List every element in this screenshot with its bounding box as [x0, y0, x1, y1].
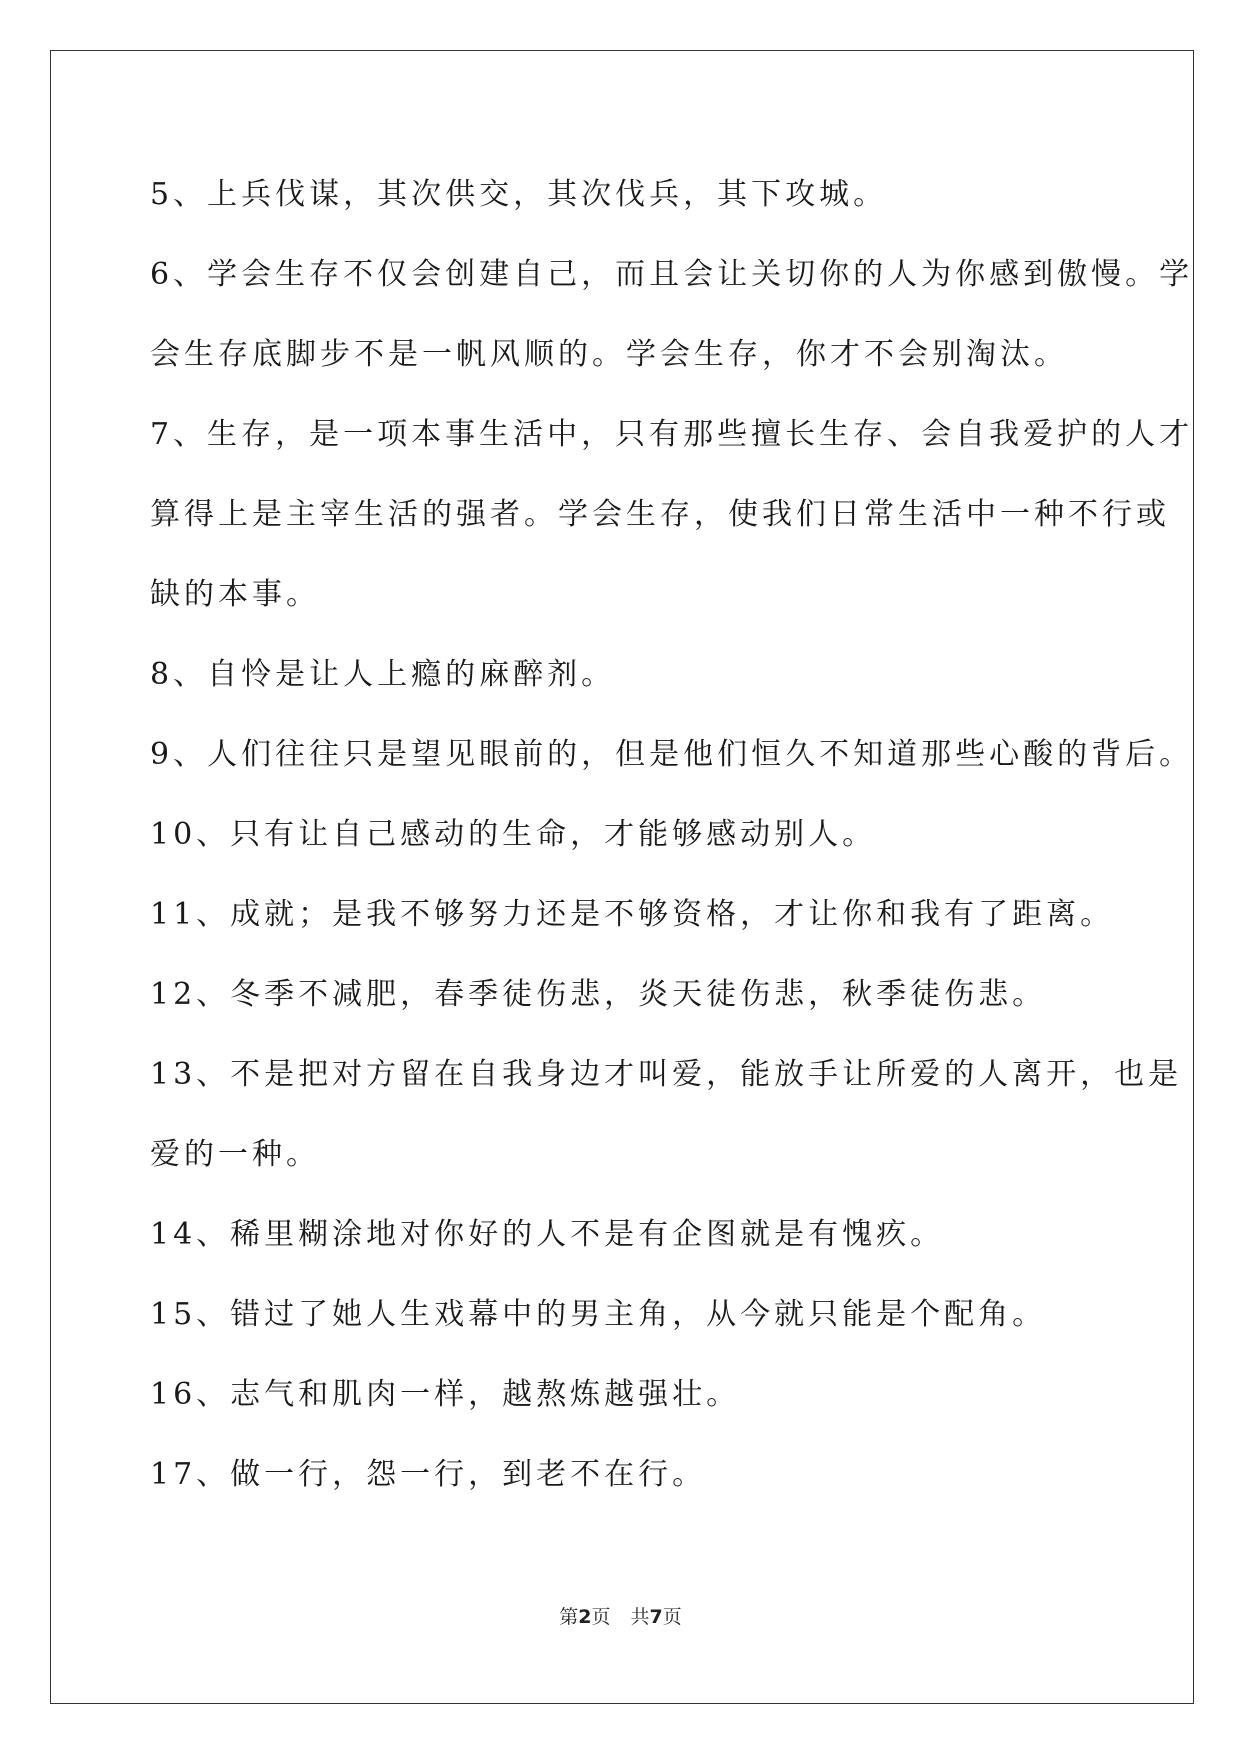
text-line: 7、生存，是一项本事生活中，只有那些擅长生存、会自我爱护的人才 — [150, 417, 1194, 452]
text-line: 16、志气和肌肉一样，越熬炼越强壮。 — [150, 1377, 741, 1412]
text-line: 5、上兵伐谋，其次供交，其次伐兵，其下攻城。 — [150, 177, 888, 212]
text-line: 17、做一行，怨一行，到老不在行。 — [150, 1457, 707, 1492]
text-line: 会生存底脚步不是一帆风顺的。学会生存，你才不会别淘汰。 — [150, 337, 1068, 372]
text-line: 14、稀里糊涂地对你好的人不是有企图就是有愧疚。 — [150, 1217, 945, 1252]
text-line: 15、错过了她人生戏幕中的男主角，从今就只能是个配角。 — [150, 1297, 1047, 1332]
footer-total-suffix: 页 — [662, 1606, 682, 1628]
footer-total-prefix: 共 — [630, 1606, 650, 1628]
text-line: 算得上是主宰生活的强者。学会生存，使我们日常生活中一种不行或 — [150, 497, 1170, 532]
text-line: 12、冬季不减肥，春季徒伤悲，炎天徒伤悲，秋季徒伤悲。 — [150, 977, 1047, 1012]
page-footer — [0, 1602, 1241, 1629]
text-line: 爱的一种。 — [150, 1137, 320, 1172]
footer-prefix: 第 — [559, 1606, 579, 1628]
footer-page-suffix: 页 — [591, 1606, 611, 1628]
text-line: 9、人们往往只是望见眼前的，但是他们恒久不知道那些心酸的背后。 — [150, 737, 1194, 772]
text-line: 11、成就；是我不够努力还是不够资格，才让你和我有了距离。 — [150, 897, 1115, 932]
text-line: 缺的本事。 — [150, 577, 320, 612]
text-line: 13、不是把对方留在自我身边才叫爱，能放手让所爱的人离开，也是 — [150, 1057, 1183, 1092]
text-line: 10、只有让自己感动的生命，才能够感动别人。 — [150, 817, 877, 852]
total-page-number: 7 — [649, 1606, 663, 1628]
document-body — [150, 155, 1194, 1515]
current-page-number: 2 — [578, 1606, 592, 1628]
text-line: 6、学会生存不仅会创建自己，而且会让关切你的人为你感到傲慢。学 — [150, 257, 1194, 292]
text-line: 8、自怜是让人上瘾的麻醉剂。 — [150, 657, 616, 692]
